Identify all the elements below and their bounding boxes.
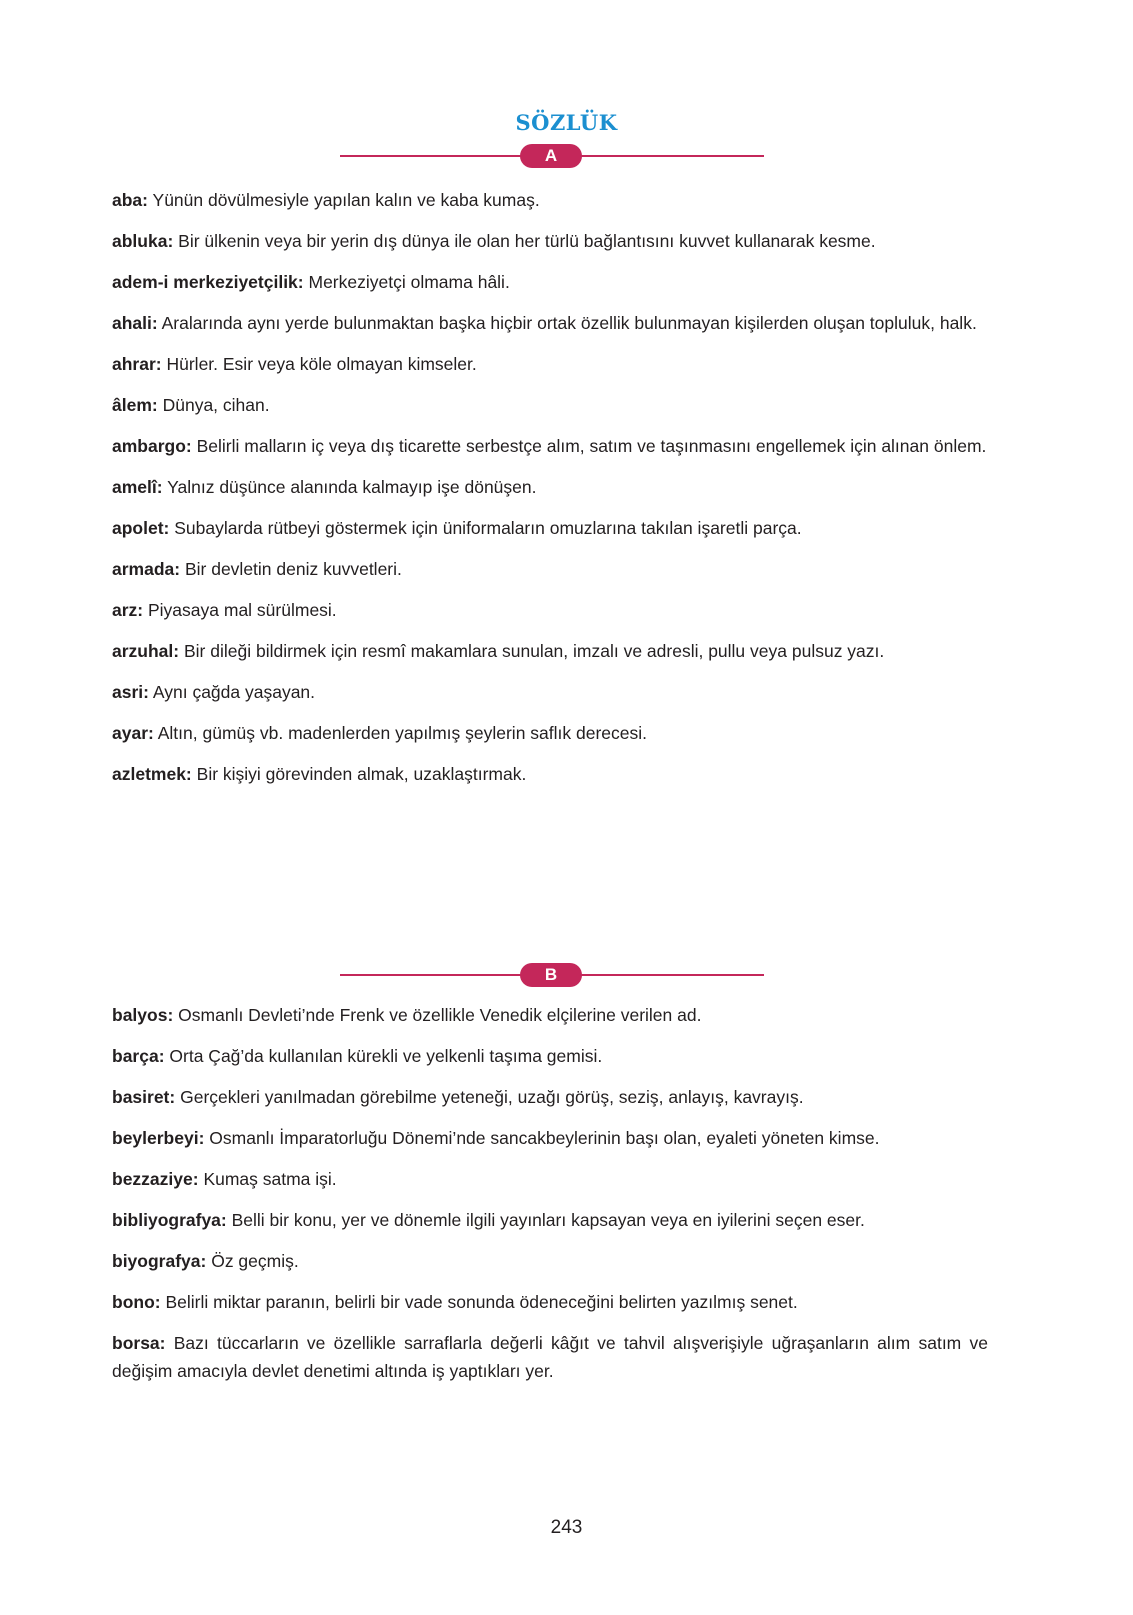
entry-definition: Belirli miktar paranın, belirli bir vade sonunda ödeneceğini belirten yazılmış senet.	[165, 1292, 798, 1312]
glossary-entry	[112, 760, 988, 788]
entry-definition: Hürler. Esir veya köle olmayan kimseler.	[166, 354, 477, 374]
entry-definition: Piyasaya mal sürülmesi.	[148, 600, 337, 620]
entry-term: arz:	[112, 600, 144, 620]
entry-term: balyos:	[112, 1005, 174, 1025]
glossary-entry	[112, 596, 988, 624]
entry-definition: Orta Çağ’da kullanılan kürekli ve yelkenli taşıma gemisi.	[169, 1046, 603, 1066]
entry-definition: Bir devletin deniz kuvvetleri.	[184, 559, 402, 579]
glossary-entry	[112, 473, 988, 501]
entry-definition: Osmanlı İmparatorluğu Dönemi’nde sancakbeylerinin başı olan, eyaleti yöneten kimse.	[209, 1128, 880, 1148]
glossary-entry	[112, 268, 988, 296]
entry-definition: Aralarında aynı yerde bulunmaktan başka hiçbir ortak özellik bulunmayan kişilerden oluşan topluluk, halk.	[161, 313, 977, 333]
entries-section-a	[112, 186, 988, 801]
entry-term: amelî:	[112, 477, 163, 497]
entry-term: adem-i merkeziyetçilik:	[112, 272, 304, 292]
glossary-entry	[112, 555, 988, 583]
glossary-entry	[112, 1288, 988, 1316]
entry-definition: Dünya, cihan.	[162, 395, 270, 415]
glossary-entry	[112, 432, 988, 460]
entry-definition: Bir dileği bildirmek için resmî makamlara sunulan, imzalı ve adresli, pullu veya pulsuz yazı.	[183, 641, 885, 661]
glossary-entry	[112, 1206, 988, 1234]
glossary-entry	[112, 678, 988, 706]
entry-term: aba:	[112, 190, 148, 210]
page-title	[0, 110, 1133, 135]
entry-term: barça:	[112, 1046, 165, 1066]
section-letter-badge: B	[520, 963, 582, 987]
glossary-entry	[112, 637, 988, 665]
entry-term: ambargo:	[112, 436, 192, 456]
glossary-entry	[112, 1083, 988, 1111]
entry-definition: Yünün dövülmesiyle yapılan kalın ve kaba kumaş.	[152, 190, 540, 210]
entry-definition: Kumaş satma işi.	[203, 1169, 337, 1189]
entry-term: beylerbeyi:	[112, 1128, 205, 1148]
glossary-entry	[112, 186, 988, 214]
entry-definition: Subaylarda rütbeyi göstermek için üniformaların omuzlarına takılan işaretli parça.	[174, 518, 802, 538]
entry-definition: Merkeziyetçi olmama hâli.	[308, 272, 510, 292]
glossary-entry	[112, 1124, 988, 1152]
entry-term: basiret:	[112, 1087, 176, 1107]
page-number: 243	[550, 1517, 583, 1538]
glossary-entry	[112, 514, 988, 542]
entry-definition: Aynı çağda yaşayan.	[152, 682, 316, 702]
glossary-entry	[112, 1001, 988, 1029]
entry-term: azletmek:	[112, 764, 192, 784]
section-divider-b	[340, 963, 764, 987]
entry-term: bibliyografya:	[112, 1210, 227, 1230]
entry-term: bezzaziye:	[112, 1169, 199, 1189]
glossary-entry	[112, 309, 988, 337]
entry-term: abluka:	[112, 231, 174, 251]
entries-section-b	[112, 1001, 988, 1398]
glossary-entry	[112, 391, 988, 419]
entry-definition: Bazı tüccarların ve özellikle sarraflarla değerli kâğıt ve tahvil alışverişiyle uğraşanların alım satım ve değişim amacıyla devlet denetimi altında iş yaptıkları yer.	[112, 1333, 988, 1381]
entry-term: asri:	[112, 682, 149, 702]
entry-term: ayar:	[112, 723, 154, 743]
glossary-entry	[112, 1329, 988, 1385]
entry-definition: Belirli malların iç veya dış ticarette serbestçe alım, satım ve taşınmasını engellemek için alınan önlem.	[196, 436, 987, 456]
entry-definition: Belli bir konu, yer ve dönemle ilgili yayınları kapsayan veya en iyilerini seçen eser.	[231, 1210, 865, 1230]
glossary-entry	[112, 1247, 988, 1275]
entry-term: bono:	[112, 1292, 161, 1312]
entry-term: borsa:	[112, 1333, 166, 1353]
entry-term: ahrar:	[112, 354, 162, 374]
entry-term: armada:	[112, 559, 181, 579]
entry-definition: Bir kişiyi görevinden almak, uzaklaştırmak.	[196, 764, 527, 784]
entry-term: âlem:	[112, 395, 158, 415]
entry-definition: Osmanlı Devleti’nde Frenk ve özellikle Venedik elçilerine verilen ad.	[178, 1005, 702, 1025]
entry-definition: Altın, gümüş vb. madenlerden yapılmış şeylerin saflık derecesi.	[157, 723, 647, 743]
entry-definition: Gerçekleri yanılmadan görebilme yeteneği, uzağı görüş, seziş, anlayış, kavrayış.	[180, 1087, 804, 1107]
entry-definition: Yalnız düşünce alanında kalmayıp işe dönüşen.	[167, 477, 537, 497]
glossary-title: SÖZLÜK	[515, 110, 618, 135]
entry-term: arzuhal:	[112, 641, 180, 661]
entry-term: ahali:	[112, 313, 158, 333]
entry-term: apolet:	[112, 518, 170, 538]
section-letter-badge: A	[520, 144, 582, 168]
section-divider-a	[340, 144, 764, 168]
glossary-entry	[112, 350, 988, 378]
entry-definition: Öz geçmiş.	[211, 1251, 299, 1271]
glossary-entry	[112, 1165, 988, 1193]
glossary-entry	[112, 227, 988, 255]
entry-term: biyografya:	[112, 1251, 207, 1271]
glossary-entry	[112, 719, 988, 747]
entry-definition: Bir ülkenin veya bir yerin dış dünya ile olan her türlü bağlantısını kuvvet kullanarak kesme.	[178, 231, 876, 251]
glossary-entry	[112, 1042, 988, 1070]
